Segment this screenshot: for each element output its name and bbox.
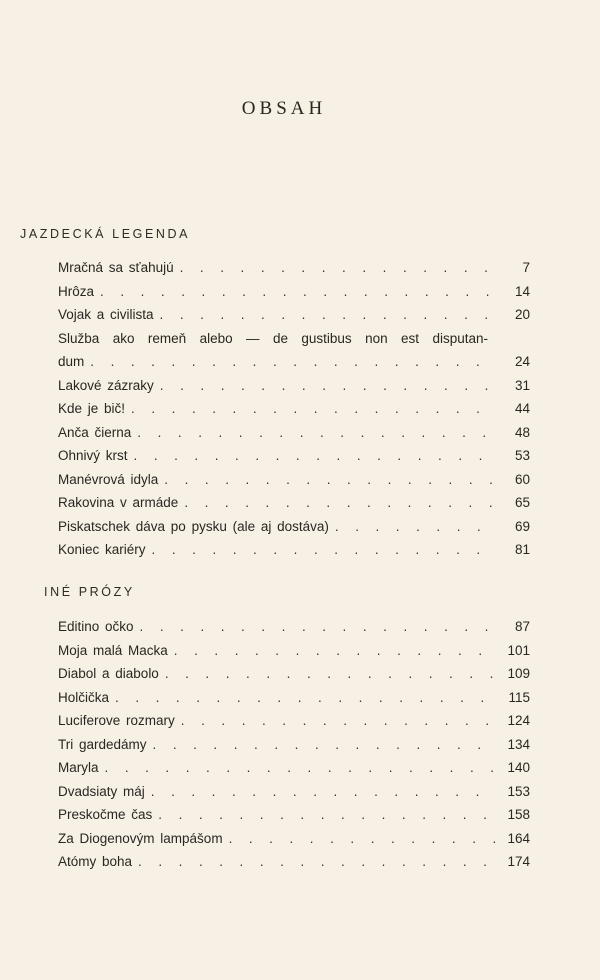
leader-dots bbox=[128, 444, 496, 468]
leader-dots bbox=[329, 515, 496, 539]
entry-page-number: 164 bbox=[507, 830, 530, 846]
entry-page-number: 14 bbox=[514, 283, 530, 299]
entry-page-number: 101 bbox=[507, 642, 530, 658]
leader-dots bbox=[125, 397, 496, 421]
entry-title: Koniec kariéry bbox=[58, 542, 146, 557]
leader-dots bbox=[134, 615, 496, 639]
toc-entry bbox=[58, 538, 530, 562]
toc-entry bbox=[58, 686, 530, 710]
entry-title: Lakové zázraky bbox=[58, 377, 154, 393]
leader-dots bbox=[178, 491, 496, 515]
toc-entry bbox=[58, 468, 530, 492]
entry-page-number: 31 bbox=[514, 377, 530, 393]
toc-entry bbox=[58, 491, 530, 515]
entry-page-number: 109 bbox=[507, 666, 530, 681]
toc-entry bbox=[58, 515, 530, 539]
entry-title: Holčička bbox=[58, 689, 110, 705]
entry-title: Ohnivý krst bbox=[58, 448, 128, 463]
leader-dots bbox=[147, 733, 496, 757]
leader-dots bbox=[174, 256, 496, 280]
entry-title: Kde je bič! bbox=[58, 401, 126, 416]
entry-title: Vojak a civilista bbox=[58, 307, 154, 322]
leader-dots bbox=[99, 756, 496, 780]
toc-entry bbox=[58, 733, 530, 757]
toc-entry bbox=[58, 850, 530, 874]
entry-page-number: 140 bbox=[507, 760, 530, 775]
entry-page-number: 81 bbox=[514, 542, 530, 557]
toc-entry bbox=[58, 756, 530, 780]
entry-title: Diabol a diabolo bbox=[58, 666, 159, 681]
entry-page-number: 48 bbox=[514, 424, 530, 440]
entry-title: Rakovina v armáde bbox=[58, 495, 179, 510]
leader-dots bbox=[154, 303, 496, 327]
toc-section-2 bbox=[58, 615, 530, 874]
toc-entry bbox=[58, 780, 530, 804]
leader-dots bbox=[131, 421, 496, 445]
entry-page-number: 134 bbox=[507, 736, 530, 752]
entry-title: Anča čierna bbox=[58, 424, 132, 440]
entry-page-number: 87 bbox=[514, 619, 530, 634]
toc-entry bbox=[58, 350, 530, 374]
entry-page-number: 115 bbox=[508, 689, 530, 705]
entry-page-number: 174 bbox=[507, 854, 530, 869]
entry-title: Piskatschek dáva po pysku (ale aj dostáva) bbox=[58, 518, 329, 534]
entry-title: Maryla bbox=[58, 760, 99, 775]
leader-dots bbox=[145, 780, 496, 804]
leader-dots bbox=[109, 686, 496, 710]
toc-entry bbox=[58, 397, 530, 421]
toc-entry bbox=[58, 639, 530, 663]
leader-dots bbox=[175, 709, 496, 733]
toc-entry bbox=[58, 303, 530, 327]
toc-entry bbox=[58, 709, 530, 733]
entry-title: Dvadsiaty máj bbox=[58, 783, 145, 799]
toc-entry bbox=[58, 444, 530, 468]
toc-entry bbox=[58, 421, 530, 445]
entry-title: Tri gardedámy bbox=[58, 736, 147, 752]
entry-title: Za Diogenovým lampášom bbox=[58, 830, 223, 846]
toc-entry bbox=[58, 615, 530, 639]
section-heading-ine-prozy: INÉ PRÓZY bbox=[44, 585, 135, 599]
toc-entry bbox=[58, 803, 530, 827]
toc-entry bbox=[58, 662, 530, 686]
entry-title: Moja malá Macka bbox=[58, 642, 168, 658]
leader-dots bbox=[158, 468, 496, 492]
toc-entry bbox=[58, 280, 530, 304]
leader-dots bbox=[159, 662, 496, 686]
section-heading-jazdecka-legenda: JAZDECKÁ LEGENDA bbox=[20, 227, 191, 241]
entry-title: Atómy boha bbox=[58, 854, 133, 869]
toc-entry bbox=[58, 827, 530, 851]
leader-dots bbox=[94, 280, 496, 304]
toc-entry bbox=[58, 374, 530, 398]
entry-page-number: 7 bbox=[522, 260, 530, 275]
toc-section-1 bbox=[58, 256, 530, 562]
entry-page-number: 60 bbox=[514, 471, 530, 487]
entry-page-number: 24 bbox=[514, 354, 530, 369]
leader-dots bbox=[152, 803, 496, 827]
entry-title: dum bbox=[58, 354, 85, 369]
leader-dots bbox=[154, 374, 496, 398]
entry-title: Preskočme čas bbox=[58, 807, 153, 822]
leader-dots bbox=[84, 350, 496, 374]
toc-entry-line1 bbox=[58, 327, 530, 351]
leader-dots bbox=[146, 538, 496, 562]
entry-title: Hrôza bbox=[58, 283, 95, 299]
leader-dots bbox=[168, 639, 496, 663]
entry-title: Manévrová idyla bbox=[58, 471, 159, 487]
page-title: OBSAH bbox=[241, 98, 327, 119]
toc-entry bbox=[58, 256, 530, 280]
entry-title: Editino očko bbox=[58, 619, 134, 634]
entry-page-number: 44 bbox=[514, 401, 530, 416]
entry-title: Luciferove rozmary bbox=[58, 713, 175, 728]
entry-title: Mračná sa sťahujú bbox=[58, 260, 174, 275]
entry-title-line1: Služba ako remeň alebo — de gustibus non est disputan- bbox=[58, 330, 488, 346]
entry-page-number: 153 bbox=[507, 783, 530, 799]
entry-page-number: 124 bbox=[507, 713, 530, 728]
entry-page-number: 20 bbox=[514, 307, 530, 322]
entry-page-number: 65 bbox=[514, 495, 530, 510]
entry-page-number: 158 bbox=[507, 807, 530, 822]
leader-dots bbox=[223, 827, 496, 851]
entry-page-number: 53 bbox=[514, 448, 530, 463]
leader-dots bbox=[132, 850, 496, 874]
entry-page-number: 69 bbox=[514, 518, 530, 534]
